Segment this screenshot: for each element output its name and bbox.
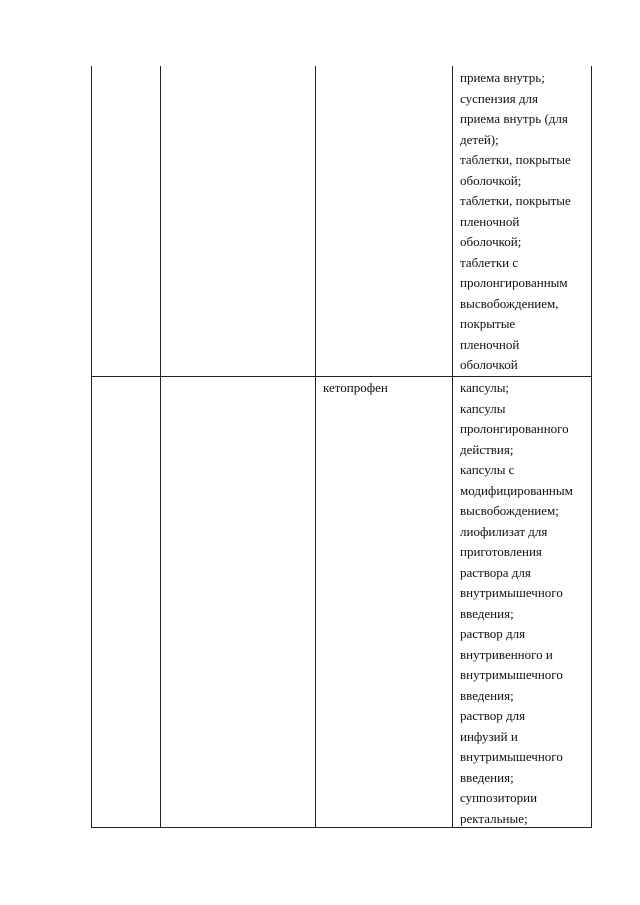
drug-name-cell: кетопрофен: [323, 380, 388, 395]
column-border: [315, 66, 316, 828]
dosage-forms-cell: капсулы; капсулы пролонгированного действия; капсулы с модифицированным высвобождением; лиофилизат для приготовления раствора для внутримышечного введения; раствор для внутривенного и внутримышечного введения; раствор для инфузий и внутримышечного введения; суппозитории ректальные;: [460, 380, 573, 826]
column-border: [91, 66, 92, 828]
column-border: [160, 66, 161, 828]
drug-table: [91, 66, 592, 828]
dosage-forms-cell: приема внутрь; суспензия для приема внутрь (для детей); таблетки, покрытые оболочкой; таблетки, покрытые пленочной оболочкой; таблетки с пролонгированным высвобождением, покрытые пленочной оболочкой: [460, 70, 571, 372]
column-border: [452, 66, 453, 828]
row-border: [91, 376, 592, 377]
column-border: [591, 66, 592, 828]
